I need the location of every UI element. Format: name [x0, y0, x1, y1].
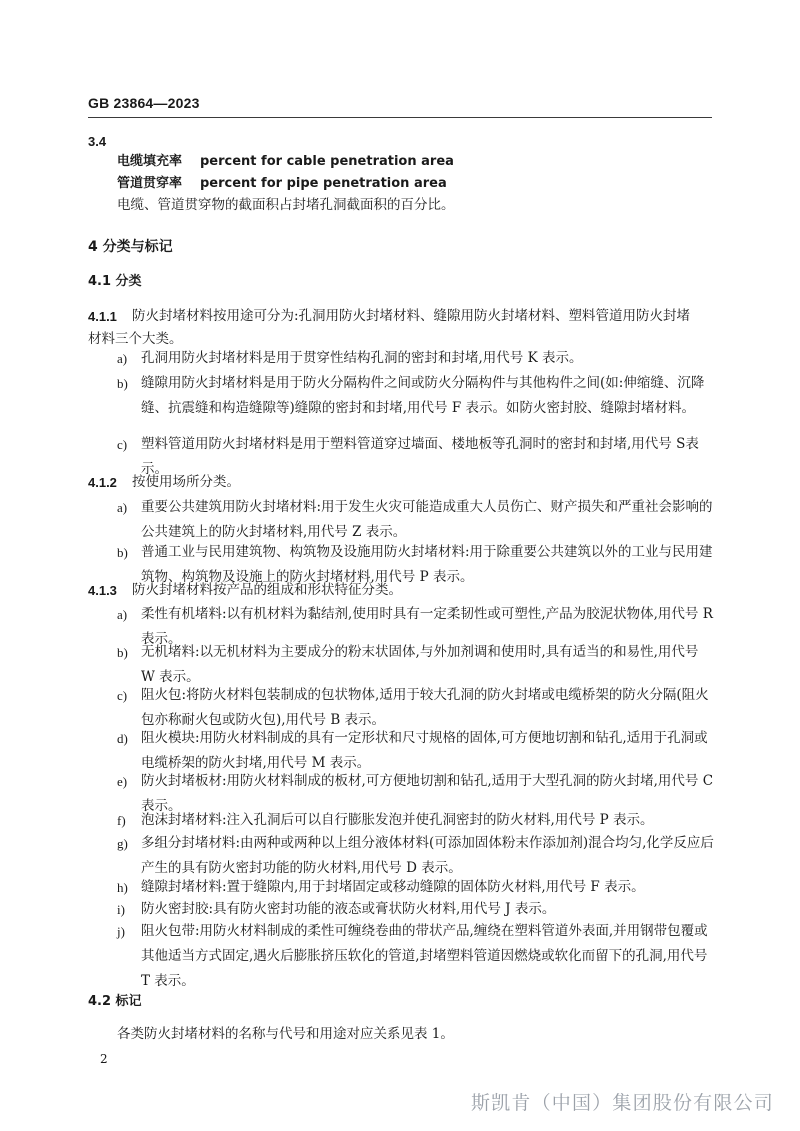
term-cable-cn: 电缆填充率	[117, 154, 183, 169]
clause-4-1-1-number: 4.1.1	[88, 309, 117, 324]
list-item-text: 阻火包:将防火材料包装制成的包状物体,适用于较大孔洞的防火封堵或电缆桥架的防火分隔(阻火包亦称耐火包或防火包),用代号 B 表示。	[141, 687, 709, 728]
list-label: i)	[117, 902, 125, 917]
page-number: 2	[100, 1052, 108, 1066]
section-4-heading: 4 分类与标记	[88, 239, 173, 255]
clause-4-1-1-line2: 材料三个大类。	[88, 331, 183, 347]
list-label: f)	[117, 813, 126, 828]
list-label: c)	[117, 688, 128, 703]
list-item-text: 泡沫封堵材料:注入孔洞后可以自行膨胀发泡并使孔洞密封的防火材料,用代号 P 表示。	[141, 812, 654, 828]
list-item-text: 孔洞用防火封堵材料是用于贯穿性结构孔洞的密封和封堵,用代号 K 表示。	[141, 350, 583, 366]
list-label: b)	[117, 645, 128, 660]
list-item-text: 普通工业与民用建筑物、构筑物及设施用防火封堵材料:用于除重要公共建筑以外的工业与民用建筑物、构筑物及设施上的防火封堵材料,用代号 P 表示。	[141, 544, 713, 585]
clause-4-1-1-line1: 防火封堵材料按用途可分为:孔洞用防火封堵材料、缝隙用防火封堵材料、塑料管道用防火封堵	[132, 308, 691, 324]
list-label: a)	[117, 351, 128, 366]
term-pipe-cn: 管道贯穿率	[117, 176, 183, 191]
company-watermark: 斯凯肯（中国）集团股份有限公司	[470, 1092, 774, 1114]
list-label: a)	[117, 500, 128, 515]
list-item-text: 防火密封胶:具有防火密封功能的液态或膏状防火材料,用代号 J 表示。	[141, 901, 556, 917]
list-item-text: 缝隙封堵材料:置于缝隙内,用于封堵固定或移动缝隙的固体防火材料,用代号 F 表示。	[141, 879, 645, 895]
term-cable-en: percent for cable penetration area	[200, 154, 454, 169]
section-4-2-heading: 4.2 标记	[88, 994, 142, 1009]
list-label: e)	[117, 774, 128, 789]
clause-4-1-3-title: 防火封堵材料按产品的组成和形状特征分类。	[132, 582, 402, 598]
list-label: b)	[117, 376, 128, 391]
standard-number: GB 23864—2023	[88, 95, 200, 111]
list-label: j)	[117, 924, 125, 939]
clause-3-4-number: 3.4	[88, 134, 107, 149]
clause-4-1-3-number: 4.1.3	[88, 583, 117, 598]
list-item-text: 柔性有机堵料:以有机材料为黏结剂,使用时具有一定柔韧性或可塑性,产品为胶泥状物体,用代号 R 表示。	[141, 606, 713, 647]
section-4-2-text: 各类防火封堵材料的名称与代号和用途对应关系见表 1。	[117, 1026, 454, 1042]
list-label: a)	[117, 607, 128, 622]
clause-4-1-2-title: 按使用场所分类。	[132, 474, 240, 490]
list-item-text: 无机堵料:以无机材料为主要成分的粉末状固体,与外加剂调和使用时,具有适当的和易性,用代号 W 表示。	[141, 644, 699, 685]
section-4-1-heading: 4.1 分类	[88, 274, 142, 289]
term-pipe-en: percent for pipe penetration area	[200, 176, 447, 191]
list-label: d)	[117, 731, 128, 746]
list-label: h)	[117, 880, 128, 895]
list-item-text: 阻火模块:用防火材料制成的具有一定形状和尺寸规格的固体,可方便地切割和钻孔,适用于孔洞或电缆桥架的防火封堵,用代号 M 表示。	[141, 730, 708, 771]
list-item-text: 防火封堵板材:用防火材料制成的板材,可方便地切割和钻孔,适用于大型孔洞的防火封堵,用代号 C 表示。	[141, 773, 714, 814]
list-item-text: 多组分封堵材料:由两种或两种以上组分液体材料(可添加固体粉末作添加剂)混合均匀,化学反应后产生的具有防火密封功能的防火材料,用代号 D 表示。	[141, 835, 714, 876]
header-rule	[88, 117, 712, 118]
list-item-text: 塑料管道用防火封堵材料是用于塑料管道穿过墙面、楼地板等孔洞时的密封和封堵,用代号 S表示。	[141, 436, 699, 477]
list-label: b)	[117, 545, 128, 560]
list-label: c)	[117, 437, 128, 452]
list-item-text: 阻火包带:用防火材料制成的柔性可缠绕卷曲的带状产品,缠绕在塑料管道外表面,并用钢带包覆或其他适当方式固定,遇火后膨胀挤压软化的管道,封堵塑料管道因燃烧或软化而留下的孔洞,用代号 T 表示。	[141, 923, 708, 989]
list-item-text: 缝隙用防火封堵材料是用于防火分隔构件之间或防火分隔构件与其他构件之间(如:伸缩缝、沉降缝、抗震缝和构造缝隙等)缝隙的密封和封堵,用代号 F 表示。如防火密封胶、缝隙封堵材料。	[141, 375, 705, 416]
clause-4-1-2-number: 4.1.2	[88, 475, 117, 490]
list-label: g)	[117, 836, 128, 851]
list-item-text: 重要公共建筑用防火封堵材料:用于发生火灾可能造成重大人员伤亡、财产损失和严重社会影响的公共建筑上的防火封堵材料,用代号 Z 表示。	[141, 499, 713, 540]
term-definition: 电缆、管道贯穿物的截面积占封堵孔洞截面积的百分比。	[117, 197, 455, 213]
